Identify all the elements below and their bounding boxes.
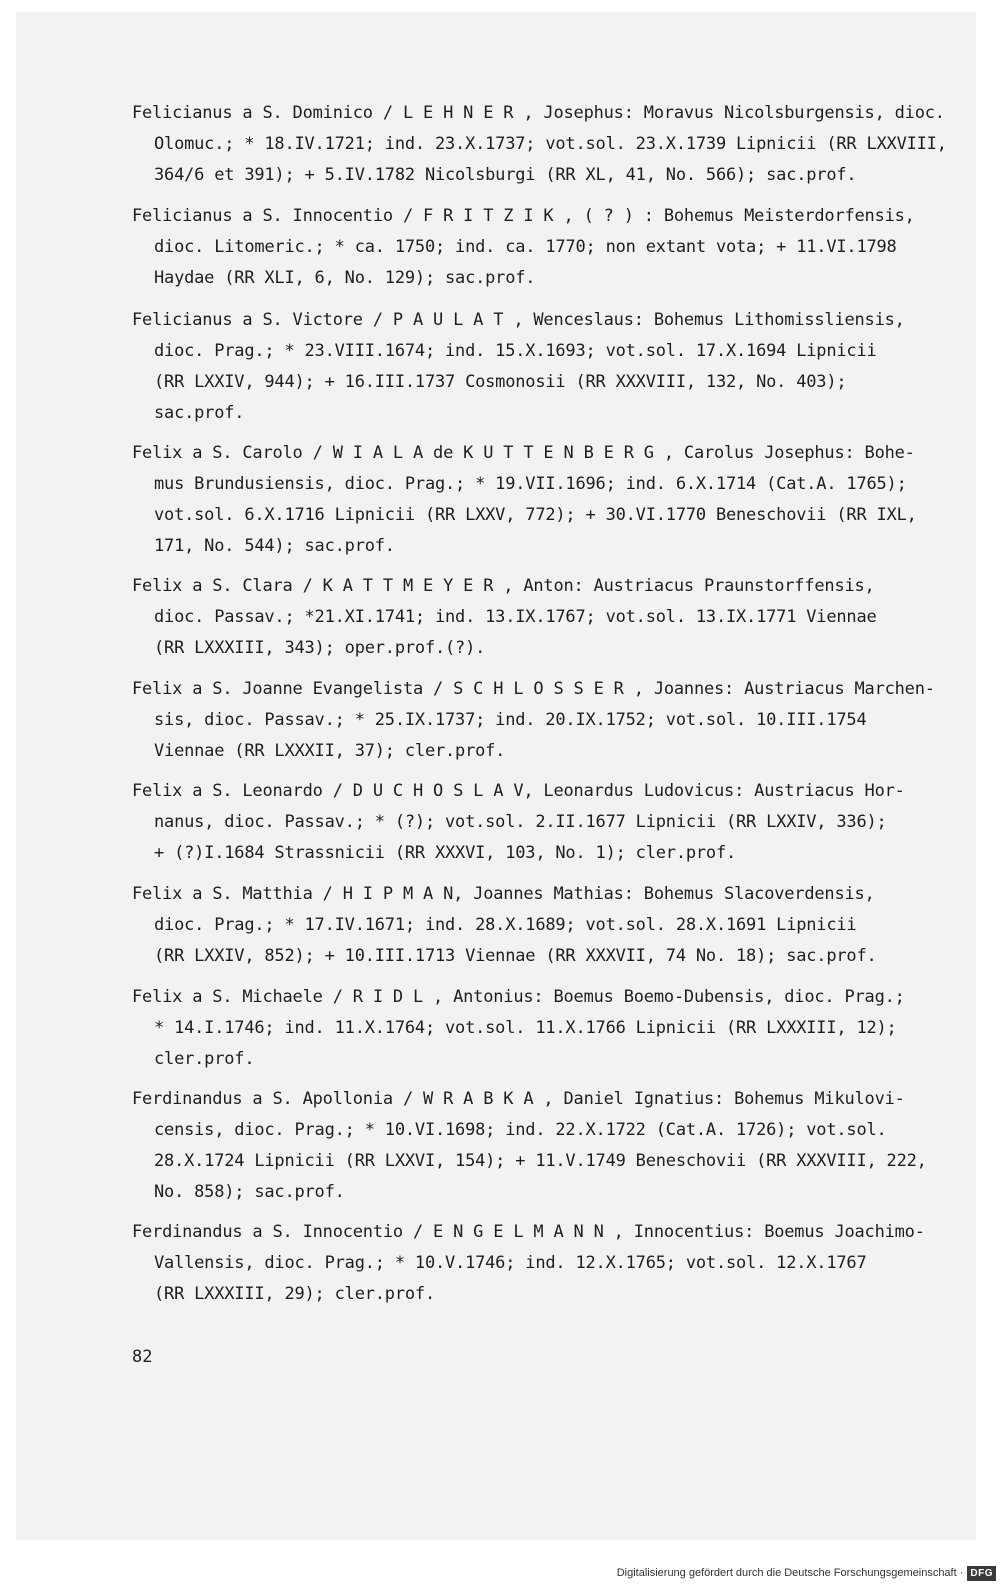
- entry-7: [132, 776, 962, 869]
- entry-line: dioc. Litomeric.; * ca. 1750; ind. ca. 1770; non extant vota; + 11.VI.1798: [154, 237, 897, 257]
- entry-line: dioc. Passav.; *21.XI.1741; ind. 13.IX.1767; vot.sol. 13.IX.1771 Viennae: [154, 607, 877, 627]
- entry-line: Haydae (RR XLI, 6, No. 129); sac.prof.: [154, 268, 536, 288]
- entry-line: Ferdinandus a S. Innocentio / E N G E L M A N N , Innocentius: Boemus Joachimo-: [132, 1222, 925, 1242]
- entry-line: Olomuc.; * 18.IV.1721; ind. 23.X.1737; vot.sol. 23.X.1739 Lipnicii (RR LXXVIII,: [154, 134, 947, 154]
- entry-line: Felicianus a S. Victore / P A U L A T , Wenceslaus: Bohemus Lithomissliensis,: [132, 310, 905, 330]
- entry-line: vot.sol. 6.X.1716 Lipnicii (RR LXXV, 772); + 30.VI.1770 Beneschovii (RR IXL,: [154, 505, 917, 525]
- entry-line: 364/6 et 391); + 5.IV.1782 Nicolsburgi (RR XL, 41, No. 566); sac.prof.: [154, 165, 857, 185]
- page-number: 82: [132, 1347, 153, 1367]
- entry-line: mus Brundusiensis, dioc. Prag.; * 19.VII.1696; ind. 6.X.1714 (Cat.A. 1765);: [154, 474, 907, 494]
- entry-line: (RR LXXXIII, 343); oper.prof.(?).: [154, 638, 486, 658]
- entry-10: [132, 1084, 962, 1208]
- entry-line: censis, dioc. Prag.; * 10.VI.1698; ind. 22.X.1722 (Cat.A. 1726); vot.sol.: [154, 1120, 887, 1140]
- entry-line: dioc. Prag.; * 17.IV.1671; ind. 28.X.1689; vot.sol. 28.X.1691 Lipnicii: [154, 915, 857, 935]
- entry-line: (RR LXXIV, 944); + 16.III.1737 Cosmonosii (RR XXXVIII, 132, No. 403);: [154, 372, 847, 392]
- entry-line: (RR LXXXIII, 29); cler.prof.: [154, 1284, 435, 1304]
- entry-line: Felix a S. Clara / K A T T M E Y E R , Anton: Austriacus Praunstorffensis,: [132, 576, 875, 596]
- entry-line: sis, dioc. Passav.; * 25.IX.1737; ind. 20.IX.1752; vot.sol. 10.III.1754: [154, 710, 867, 730]
- entry-line: Felix a S. Carolo / W I A L A de K U T T E N B E R G , Carolus Josephus: Bohe-: [132, 443, 915, 463]
- entry-1: [132, 98, 962, 191]
- entry-line: nanus, dioc. Passav.; * (?); vot.sol. 2.II.1677 Lipnicii (RR LXXIV, 336);: [154, 812, 887, 832]
- entry-line: Felix a S. Michaele / R I D L , Antonius: Boemus Boemo-Dubensis, dioc. Prag.;: [132, 987, 905, 1007]
- entry-line: Felicianus a S. Dominico / L E H N E R , Josephus: Moravus Nicolsburgensis, dioc.: [132, 103, 945, 123]
- entry-2: [132, 201, 962, 294]
- entry-line: Felicianus a S. Innocentio / F R I T Z I K , ( ? ) : Bohemus Meisterdorfensis,: [132, 206, 915, 226]
- entry-6: [132, 674, 962, 767]
- entry-8: [132, 879, 962, 972]
- entry-5: [132, 571, 962, 664]
- footer-credit: [617, 1563, 996, 1583]
- entry-line: Felix a S. Leonardo / D U C H O S L A V, Leonardus Ludovicus: Austriacus Hor-: [132, 781, 905, 801]
- entry-4: [132, 438, 962, 562]
- dfg-logo-icon: DFG: [967, 1566, 996, 1581]
- entry-line: Ferdinandus a S. Apollonia / W R A B K A , Daniel Ignatius: Bohemus Mikulovi-: [132, 1089, 905, 1109]
- entry-line: Viennae (RR LXXXII, 37); cler.prof.: [154, 741, 506, 761]
- entry-line: 171, No. 544); sac.prof.: [154, 536, 395, 556]
- entry-line: 28.X.1724 Lipnicii (RR LXXVI, 154); + 11.V.1749 Beneschovii (RR XXXVIII, 222,: [154, 1151, 927, 1171]
- entry-line: No. 858); sac.prof.: [154, 1182, 345, 1202]
- entry-line: dioc. Prag.; * 23.VIII.1674; ind. 15.X.1693; vot.sol. 17.X.1694 Lipnicii: [154, 341, 877, 361]
- entry-line: Felix a S. Matthia / H I P M A N, Joannes Mathias: Bohemus Slacoverdensis,: [132, 884, 875, 904]
- entry-3: [132, 305, 962, 429]
- entry-line: Felix a S. Joanne Evangelista / S C H L O S S E R , Joannes: Austriacus Marchen-: [132, 679, 935, 699]
- entry-line: Vallensis, dioc. Prag.; * 10.V.1746; ind. 12.X.1765; vot.sol. 12.X.1767: [154, 1253, 867, 1273]
- entry-9: [132, 982, 962, 1075]
- entry-11: [132, 1217, 962, 1310]
- entry-line: * 14.I.1746; ind. 11.X.1764; vot.sol. 11.X.1766 Lipnicii (RR LXXXIII, 12);: [154, 1018, 897, 1038]
- entry-line: cler.prof.: [154, 1049, 255, 1069]
- footer-text: Digitalisierung gefördert durch die Deutsche Forschungsgemeinschaft ·: [616, 1567, 964, 1579]
- entry-line: (RR LXXIV, 852); + 10.III.1713 Viennae (RR XXXVII, 74 No. 18); sac.prof.: [154, 946, 877, 966]
- entry-line: sac.prof.: [154, 403, 245, 423]
- entry-line: + (?)I.1684 Strassnicii (RR XXXVI, 103, No. 1); cler.prof.: [154, 843, 737, 863]
